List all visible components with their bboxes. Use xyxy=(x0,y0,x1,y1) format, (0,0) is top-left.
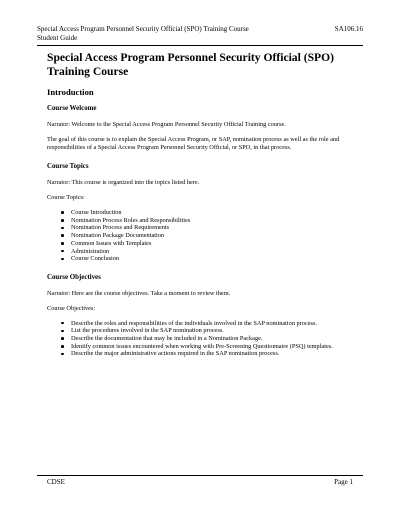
header-course-code: SA106.16 xyxy=(334,25,363,33)
footer-organization: CDSE xyxy=(47,478,65,486)
section-heading-introduction: Introduction xyxy=(47,87,94,97)
list-item: Nomination Package Documentation xyxy=(47,232,361,240)
list-item: Describe the documentation that may be included in a Nomination Package. xyxy=(47,335,361,343)
header-rule xyxy=(37,45,363,46)
page-header xyxy=(37,25,363,42)
list-item: List the procedures involved in the SAP nomination process. xyxy=(47,327,361,335)
welcome-body-text: The goal of this course is to explain the Special Access Program, or SAP, nomination process as well as the role and responsibilities of a Special Access Program Personnel Security Official, or SPO, in that process. xyxy=(47,135,340,151)
header-course-title: Special Access Program Personnel Security Official (SPO) Training Course xyxy=(37,25,249,33)
page-footer xyxy=(47,478,353,486)
page-content xyxy=(47,51,361,369)
footer-rule xyxy=(37,475,363,476)
objectives-narrator-text: Narrator: Here are the course objectives. Take a moment to review them. xyxy=(47,289,231,297)
header-subtitle: Student Guide xyxy=(37,33,78,42)
document-title: Special Access Program Personnel Security Official (SPO) Training Course xyxy=(47,51,334,78)
list-item: Administration xyxy=(47,248,361,256)
topics-narrator-text: Narrator: This course is organized into the topics listed here. xyxy=(47,179,200,187)
list-item: Describe the major administrative actions required in the SAP nomination process. xyxy=(47,350,361,358)
topics-list xyxy=(47,209,361,263)
list-item: Nomination Process Roles and Responsibilities xyxy=(47,217,361,225)
list-item: Course Conclusion xyxy=(47,255,361,263)
footer-page-number: Page 1 xyxy=(334,478,353,486)
topics-list-label: Course Topics: xyxy=(47,194,85,202)
subheading-course-welcome: Course Welcome xyxy=(47,105,97,112)
subheading-course-objectives: Course Objectives xyxy=(47,273,101,281)
objectives-list xyxy=(47,320,361,359)
objectives-list-label: Course Objectives: xyxy=(47,304,96,312)
list-item: Course Introduction xyxy=(47,209,361,217)
list-item: Nomination Process and Requirements xyxy=(47,224,361,232)
list-item: Identify common issues encountered when working with Pre-Screening Questionnaire (PSQ) templates. xyxy=(47,343,361,351)
list-item: Describe the roles and responsibilities of the individuals involved in the SAP nomination process. xyxy=(47,320,361,328)
list-item: Common Issues with Templates xyxy=(47,240,361,248)
welcome-narrator-text: Narrator: Welcome to the Special Access Program Personnel Security Official Training course. xyxy=(47,121,286,128)
subheading-course-topics: Course Topics xyxy=(47,163,89,171)
